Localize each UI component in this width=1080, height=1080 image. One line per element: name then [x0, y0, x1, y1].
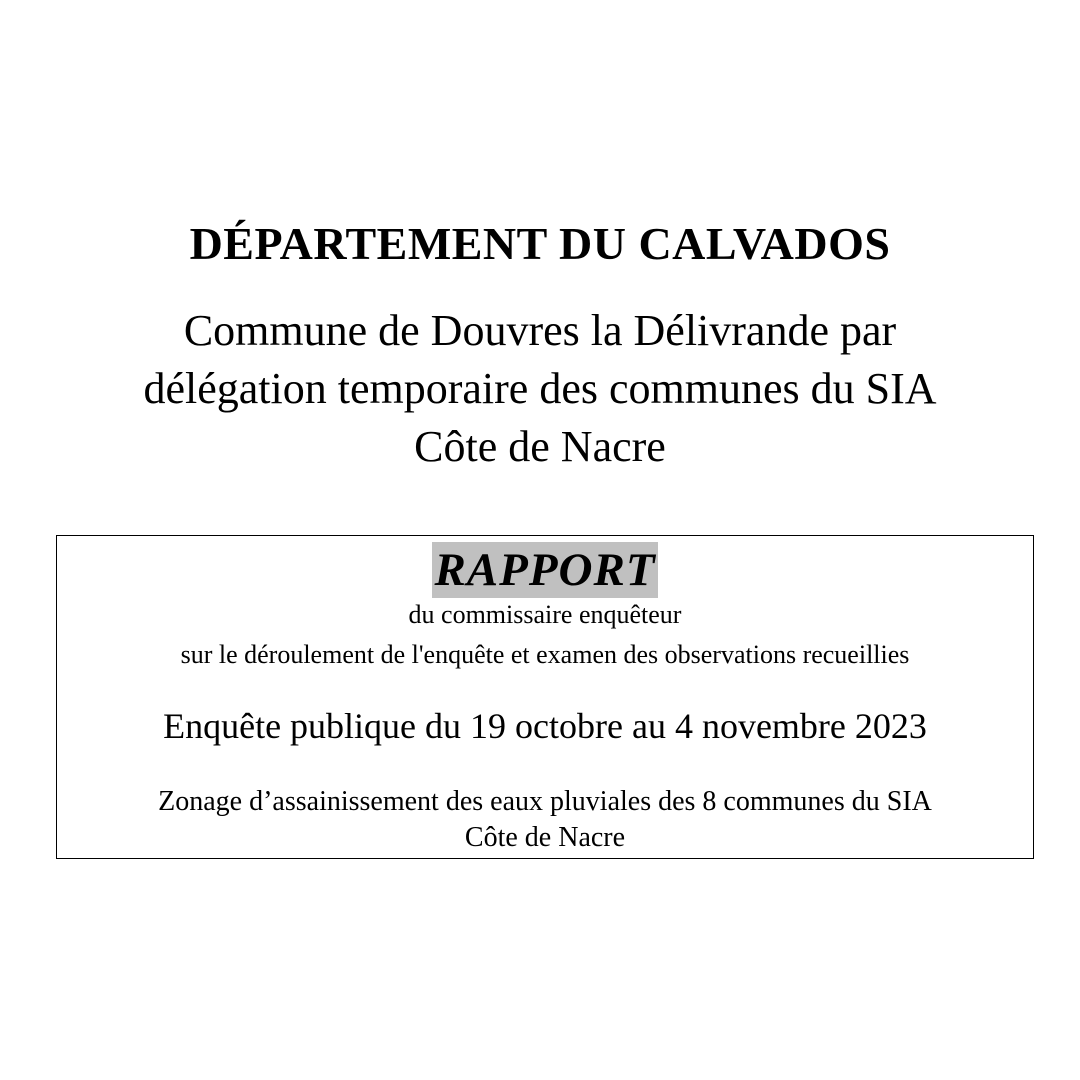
enquete-dates: Enquête publique du 19 octobre au 4 novembre 2023	[163, 706, 927, 746]
zonage-subject	[57, 784, 1033, 856]
commune-heading	[0, 302, 1080, 476]
department-title: DÉPARTEMENT DU CALVADOS	[189, 218, 891, 269]
commune-line-3: Côte de Nacre	[414, 422, 666, 471]
zonage-line-1: Zonage d’assainissement des eaux pluviales des 8 communes du SIA	[158, 786, 932, 817]
report-subtitle-line-1: du commissaire enquêteur	[408, 600, 682, 629]
report-title: RAPPORT	[434, 544, 656, 596]
report-title-wrap	[57, 542, 1033, 598]
commune-line-2: délégation temporaire des communes du SIA	[143, 364, 937, 413]
report-box	[56, 535, 1034, 859]
zonage-line-2: Côte de Nacre	[464, 822, 626, 853]
commune-line-1: Commune de Douvres la Délivrande par	[183, 306, 897, 355]
report-subtitle-line-2: sur le déroulement de l'enquête et examen des observations recueillies	[180, 640, 910, 669]
